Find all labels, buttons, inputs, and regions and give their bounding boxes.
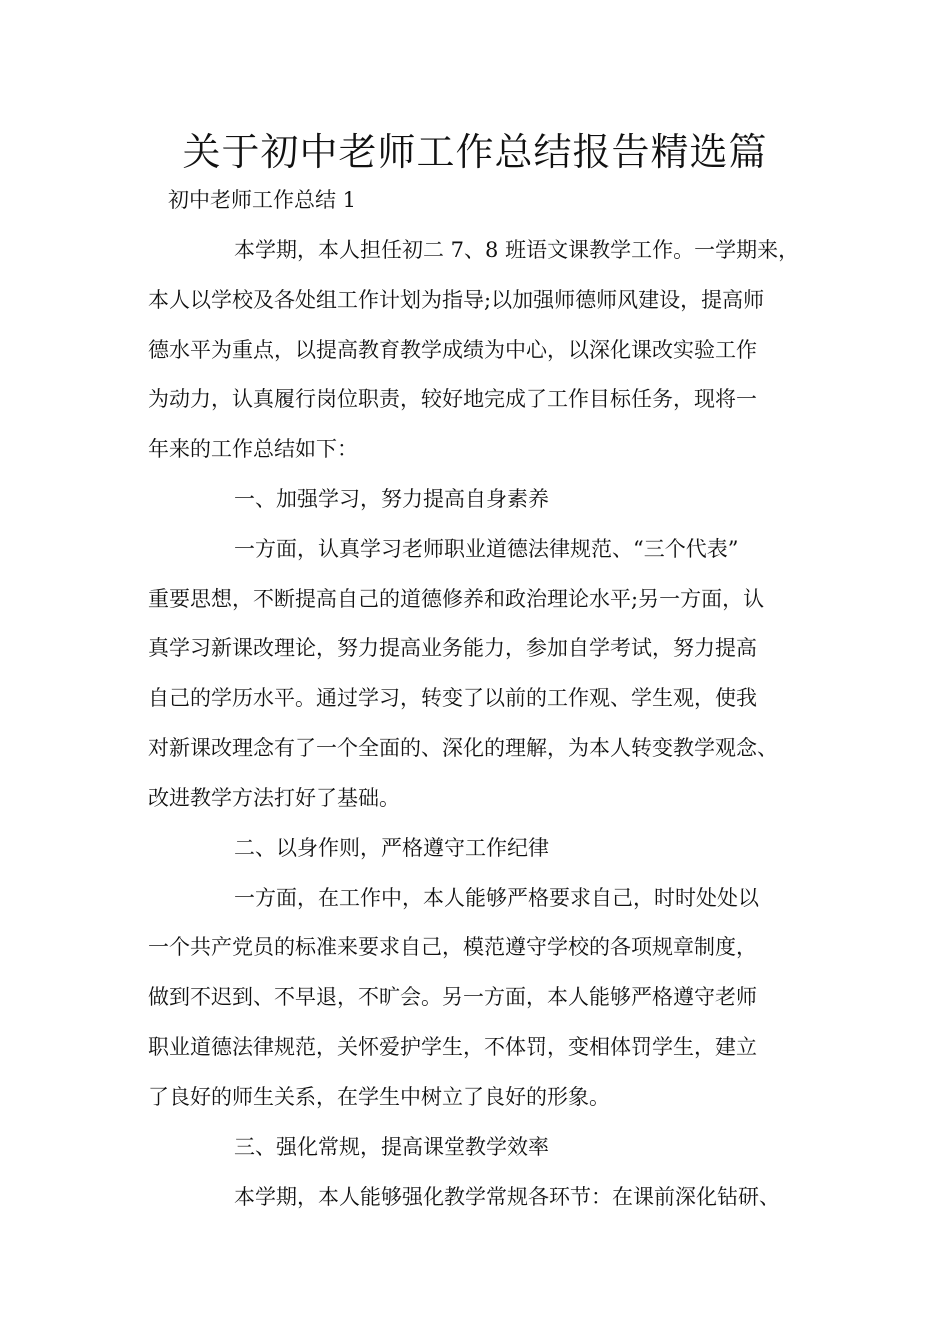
paragraph-line: 一方面，在工作中，本人能够严格要求自己，时时处处以 [234,886,759,910]
paragraph-line: 本学期，本人担任初二 7、8 班语文课教学工作。一学期来， [234,238,800,262]
paragraph-line: 本人以学校及各处组工作计划为指导;以加强师德师风建设，提高师 [148,288,765,312]
paragraph-line: 改进教学方法打好了基础。 [148,786,400,810]
paragraph-line: 职业道德法律规范，关怀爱护学生，不体罚，变相体罚学生，建立 [148,1035,757,1059]
paragraph-line: 一方面，认真学习老师职业道德法律规范、“三个代表” [234,537,739,561]
paragraph-line: 为动力，认真履行岗位职责，较好地完成了工作目标任务，现将一 [148,387,757,411]
document-title: 关于初中老师工作总结报告精选篇 [182,130,768,174]
section-heading: 三、强化常规，提高课堂教学效率 [234,1135,549,1159]
document-subtitle: 初中老师工作总结 1 [168,188,357,212]
paragraph-line: 对新课改理念有了一个全面的、深化的理解，为本人转变教学观念、 [148,736,778,760]
paragraph-line: 自己的学历水平。通过学习，转变了以前的工作观、学生观，使我 [148,686,757,710]
paragraph-line: 本学期，本人能够强化教学常规各环节：在课前深化钻研、 [234,1185,780,1209]
paragraph-line: 年来的工作总结如下： [148,437,358,461]
paragraph-line: 德水平为重点，以提高教育教学成绩为中心，以深化课改实验工作 [148,338,757,362]
paragraph-line: 了良好的师生关系，在学生中树立了良好的形象。 [148,1085,610,1109]
paragraph-line: 一个共产党员的标准来要求自己，模范遵守学校的各项规章制度， [148,935,757,959]
paragraph-line: 真学习新课改理论，努力提高业务能力，参加自学考试，努力提高 [148,636,757,660]
paragraph-line: 重要思想，不断提高自己的道德修养和政治理论水平;另一方面，认 [148,587,765,611]
paragraph-line: 做到不迟到、不早退，不旷会。另一方面，本人能够严格遵守老师 [148,985,757,1009]
section-heading: 二、以身作则，严格遵守工作纪律 [234,836,549,860]
section-heading: 一、加强学习，努力提高自身素养 [234,487,549,511]
